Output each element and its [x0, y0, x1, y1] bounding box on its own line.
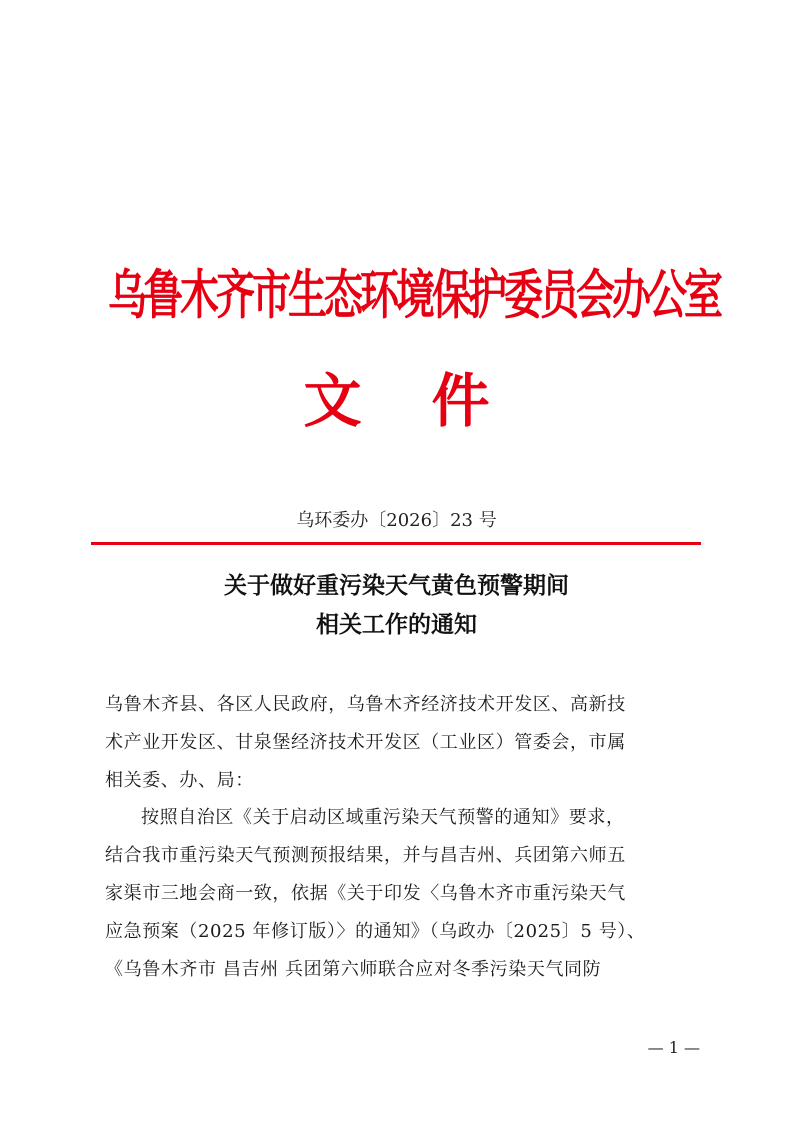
document-type-header: [0, 366, 793, 436]
notice-body: [105, 686, 691, 988]
paragraph-line-3: 家渠市三地会商一致，依据《关于印发〈乌鲁木齐市重污染天气: [105, 882, 626, 904]
notice-title-line-1: 关于做好重污染天气黄色预警期间: [224, 572, 569, 599]
addressee-line-1: 乌鲁木齐县、各区人民政府，乌鲁木齐经济技术开发区、高新技: [105, 694, 626, 715]
document-number: 乌环委办〔2026〕23 号: [296, 510, 497, 531]
paragraph-line-2: 结合我市重污染天气预测预报结果，并与昌吉州、兵团第六师五: [105, 845, 626, 867]
addressee-line-3: 相关委、办、局：: [105, 769, 254, 791]
notice-title-line-2: 相关工作的通知: [316, 611, 477, 638]
paragraph-line-5: 《乌鲁木齐市 昌吉州 兵团第六师联合应对冬季污染天气同防: [105, 958, 602, 980]
doc-word-2: 件: [431, 367, 490, 435]
notice-title: [0, 566, 793, 644]
page-number: — 1 —: [647, 1038, 700, 1057]
paragraph-line-4: 应急预案（2025 年修订版）〉的通知》（乌政办〔2025〕5 号）、: [105, 920, 646, 942]
paragraph-line-1: 按照自治区《关于启动区域重污染天气预警的通知》要求，: [141, 807, 625, 829]
issuing-organization-header: 乌鲁木齐市生态环境保护委员会办公室: [108, 265, 721, 327]
addressee-line-2: 术产业开发区、甘泉堡经济技术开发区（工业区）管委会，市属: [105, 731, 626, 753]
red-separator-line: [91, 542, 701, 545]
doc-word-1: 文: [303, 367, 362, 435]
